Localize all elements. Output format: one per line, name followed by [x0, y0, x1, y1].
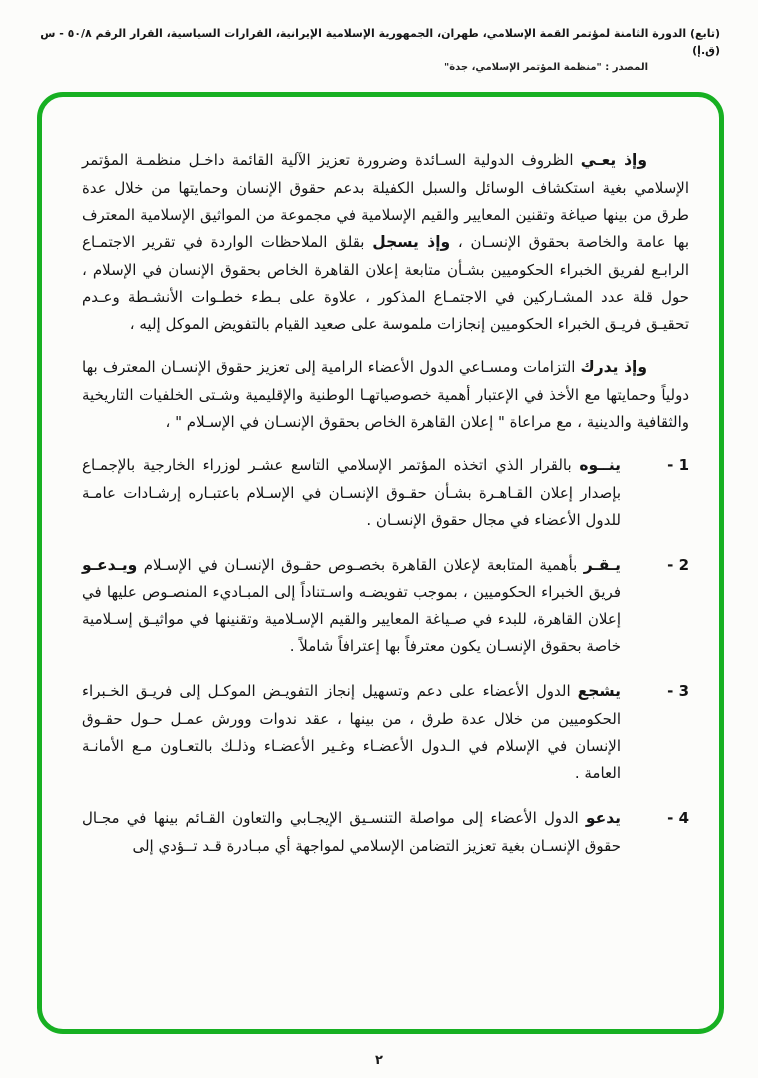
resolution-item — [82, 552, 689, 661]
lead-word: يدعو — [585, 809, 621, 828]
item-number: 1 - — [667, 455, 689, 474]
item-text — [82, 552, 621, 661]
page-footer — [0, 1053, 758, 1068]
lead-word: وإذ يدرك — [580, 357, 647, 376]
page-number: ٢ — [375, 1053, 383, 1068]
item-text — [82, 452, 621, 534]
paragraph-text: بأهمية المتابعة لإعلان القاهرة بخصـوص حقـوق الإنسـان في الإسـلام — [137, 555, 584, 574]
resolution-item — [82, 452, 689, 534]
document-frame — [37, 92, 724, 1034]
paragraph-text: الدول الأعضاء على دعم وتسهيل إنجاز التفويـض الموكـل إلى فريـق الخـبراء الحكوميين من خلال عدة طرق ، من بينها ، عقد ندوات وورش عمـل حـول حقـوق الإنسان في الإسلام في الـدول الأعضـاء وغـير الأعضـاء وذلـك بالتعـاون مـع الأمانـة العامة . — [82, 682, 621, 783]
lead-word: يـقـر — [583, 555, 621, 574]
document-content — [42, 97, 719, 892]
preamble-paragraph — [82, 354, 689, 436]
lead-word: ويـدعـو — [82, 555, 138, 574]
paragraph-text: الظروف الدولية السـائدة وضرورة تعزيز الآلية القائمة داخـل منظمـة المؤتمر الإسلامي بغية استكشاف الوسائل والسبل الكفيلة بدعم حقوق الإنسان وحمايتها من خلال عدة طرق من بينها صياغة وتقنين المعايير والقيم الإسلامية في مجموعة من المواثيق الإسلامية المعترف بها عامة والخاصة بحقوق الإنسـان ، — [82, 151, 689, 251]
lead-word: وإذ يعـي — [580, 151, 647, 169]
lead-word: ينــوه — [579, 455, 621, 474]
lead-word: وإذ يسجل — [372, 232, 451, 251]
item-number: 2 - — [667, 555, 689, 574]
resolution-item — [82, 805, 689, 860]
paragraph-text: فريق الخبراء الحكوميين ، بموجب تفويضـه واسـتناداً إلى المبـاديء المنصـوص عليها في إعلان القاهرة، للبدء في صـياغة المعايير والقيم الإسـلامية وتقنينها في مواثيـق إسـلامية خاصة بحقوق الإنسـان يكون معترفاً بها إعترافاً شاملاً . — [82, 583, 621, 656]
item-text — [82, 805, 621, 860]
header-source: المصدر : "منظمة المؤتمر الإسلامي، جدة" — [443, 62, 648, 73]
preamble-paragraph — [82, 147, 689, 338]
item-text — [82, 678, 621, 787]
item-number: 3 - — [667, 682, 689, 701]
lead-word: يشجع — [577, 682, 621, 701]
paragraph-text: بالقرار الذي اتخذه المؤتمر الإسلامي التاسع عشـر لوزراء الخارجية بالإجمـاع بإصدار إعلان القـاهـرة بشـأن حقـوق الإنسـان في الإسـلام باعتبـاره إرشـادات عامـة للدول الأعضاء في مجال حقوق الإنسـان . — [82, 455, 621, 529]
paragraph-text: الدول الأعضاء إلى مواصلة التنسـيق الإيجـابي والتعاون القـائم بينها في مجـال حقوق الإنسـان بغية تعزيز التضامن الإسلامي لمواجهة أي مبـادرة قـد تــؤدي إلى — [82, 809, 621, 856]
item-number: 4 - — [667, 809, 689, 828]
header-title: (تابع) الدورة الثامنة لمؤتمر القمة الإسلامي، طهران، الجمهورية الإسلامية الإيرانية، القرارات السياسية، القرار الرقم ٥٠/٨ - س (ق.إ) — [40, 27, 720, 57]
resolution-item — [82, 678, 689, 787]
paragraph-text: التزامات ومسـاعي الدول الأعضاء الرامية إلى تعزيز حقوق الإنسـان المعترف بها دولياً وحمايتها مع الأخذ في الإعتبار أهمية خصوصياتهـا الوطنية والإقليمية وشـتى الخلفيات التاريخية والثقافية والدينية ، مع مراعاة " إعلان القاهرة الخاص بحقوق الإنسـان في الإسـلام " ، — [82, 357, 689, 431]
paragraph-text: بقلق الملاحظات الواردة في تقرير الاجتمـاع الرابـع لفريق الخبراء الحكوميين بشـأن متابعة إعلان القاهرة الخاص بحقوق الإنسان في الإسلام ، حول قلة عدد المشـاركين في الاجتمـاع المذكور ، علاوة على بـطء خطـوات الأنشـطة وعـدم تحقيـق فريـق الخبراء الحكوميين إنجازات ملموسة على صعيد القيام بالتفويض الموكل إليه ، — [82, 232, 689, 333]
document-header — [38, 26, 720, 73]
